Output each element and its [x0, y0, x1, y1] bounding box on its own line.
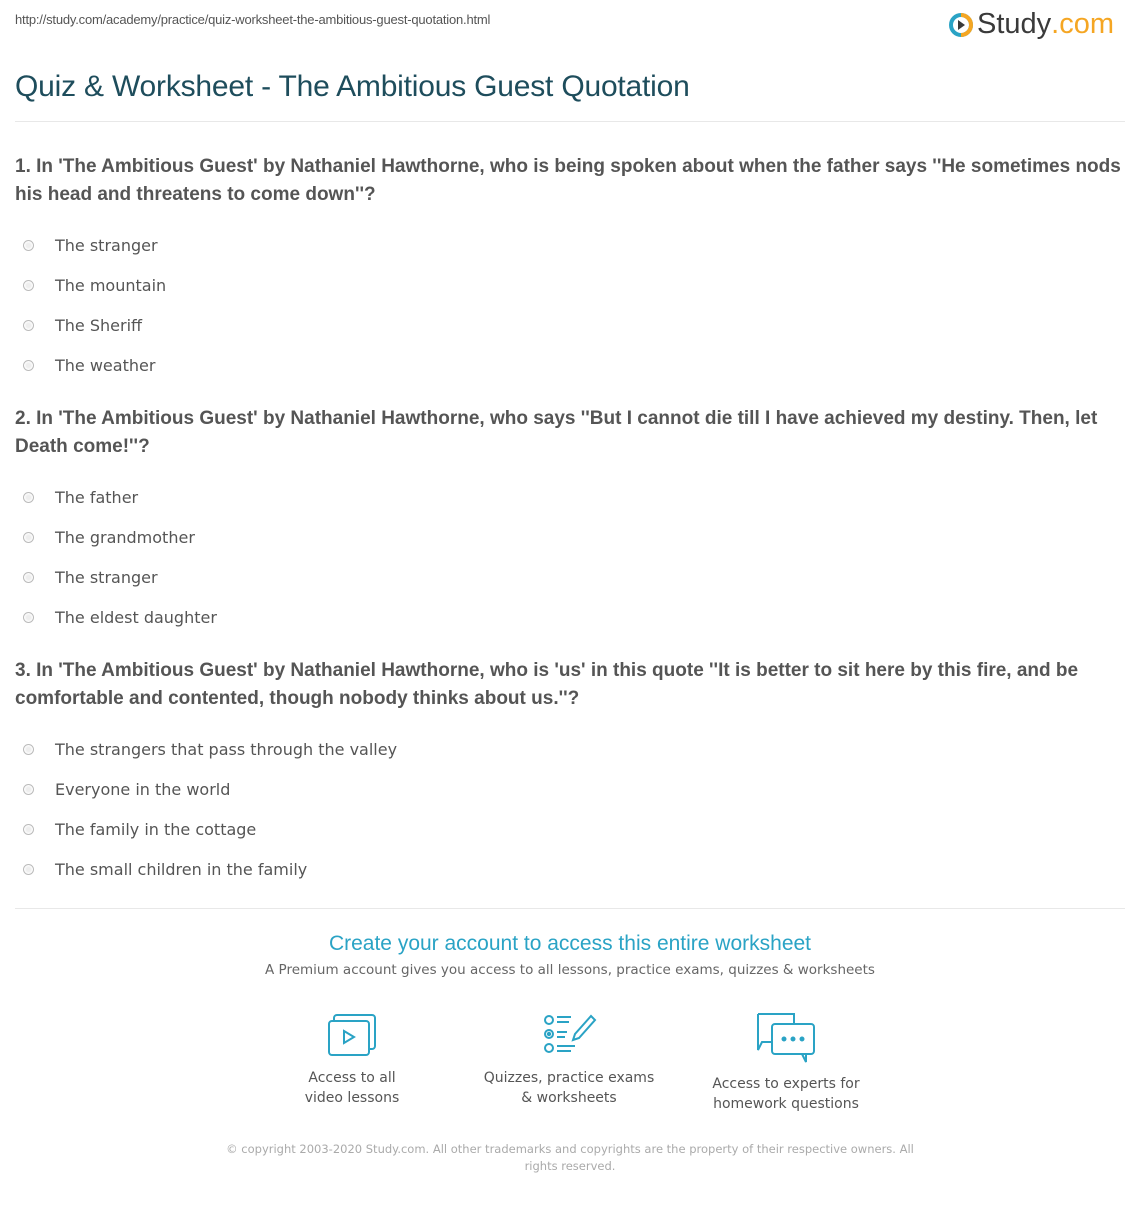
- radio-icon[interactable]: [23, 572, 34, 583]
- option-label: Everyone in the world: [55, 779, 231, 799]
- answer-option[interactable]: [15, 345, 1125, 385]
- radio-icon[interactable]: [23, 744, 34, 755]
- video-icon: [326, 1012, 378, 1058]
- quiz-icon: [541, 1012, 597, 1058]
- create-account-link[interactable]: Create your account to access this entire worksheet: [328, 932, 812, 955]
- question-text: 1. In 'The Ambitious Guest' by Nathaniel Hawthorne, who is being spoken about when the father says ''He sometimes nods his head and threatens to come down''?: [15, 156, 1121, 205]
- radio-icon[interactable]: [23, 240, 34, 251]
- feature-quizzes: [469, 1012, 669, 1108]
- feature-line1: Access to all: [308, 1070, 396, 1086]
- copyright: © copyright 2003-2020 Study.com. All other trademarks and copyrights are the property of their respective owners. All rights reserved.: [226, 1142, 914, 1173]
- feature-line1: Quizzes, practice exams: [483, 1070, 655, 1086]
- feature-line1: Access to experts for: [712, 1076, 860, 1092]
- logo-name: Study: [976, 8, 1052, 40]
- answer-option[interactable]: [15, 597, 1125, 637]
- radio-icon[interactable]: [23, 492, 34, 503]
- radio-icon[interactable]: [23, 320, 34, 331]
- divider: [15, 908, 1125, 909]
- feature-line2: video lessons: [304, 1090, 400, 1106]
- radio-icon[interactable]: [23, 784, 34, 795]
- answer-option[interactable]: [15, 769, 1125, 809]
- question-3: [15, 657, 1125, 895]
- question-text: 2. In 'The Ambitious Guest' by Nathaniel Hawthorne, who says ''But I cannot die till I have achieved my destiny. Then, let Death come!''?: [15, 408, 1098, 457]
- divider: [15, 121, 1125, 122]
- feature-experts: [686, 1012, 886, 1114]
- radio-icon[interactable]: [23, 612, 34, 623]
- play-logo-icon: [949, 13, 973, 37]
- answer-option[interactable]: [15, 265, 1125, 305]
- question-1: [15, 153, 1125, 391]
- answer-option[interactable]: [15, 477, 1125, 517]
- radio-icon[interactable]: [23, 864, 34, 875]
- logo-suffix: .com: [1051, 8, 1114, 40]
- option-label: The family in the cottage: [55, 819, 257, 839]
- feature-line2: homework questions: [713, 1096, 859, 1112]
- answer-option[interactable]: [15, 225, 1125, 265]
- option-label: The Sheriff: [55, 315, 143, 335]
- feature-line2: & worksheets: [521, 1090, 617, 1106]
- answer-option[interactable]: [15, 557, 1125, 597]
- answer-option[interactable]: [15, 849, 1125, 889]
- question-2: [15, 405, 1125, 643]
- radio-icon[interactable]: [23, 280, 34, 291]
- cta-subtitle: A Premium account gives you access to all lessons, practice exams, quizzes & worksheets: [265, 962, 875, 978]
- page-url: http://study.com/academy/practice/quiz-worksheet-the-ambitious-guest-quotation.html: [15, 12, 491, 27]
- option-label: The mountain: [55, 275, 167, 295]
- answer-option[interactable]: [15, 305, 1125, 345]
- option-label: The weather: [55, 355, 156, 375]
- radio-icon[interactable]: [23, 532, 34, 543]
- answer-option[interactable]: [15, 809, 1125, 849]
- study-logo[interactable]: [949, 8, 1114, 41]
- page-title: Quiz & Worksheet - The Ambitious Guest Quotation: [15, 70, 690, 103]
- question-text: 3. In 'The Ambitious Guest' by Nathaniel Hawthorne, who is 'us' in this quote ''It is better to sit here by this fire, and be comfortable and contented, though nobody thinks about us.''?: [15, 660, 1079, 709]
- option-label: The eldest daughter: [55, 607, 217, 627]
- option-label: The father: [55, 487, 139, 507]
- radio-icon[interactable]: [23, 824, 34, 835]
- option-label: The stranger: [55, 567, 158, 587]
- answer-option[interactable]: [15, 517, 1125, 557]
- option-label: The grandmother: [55, 527, 195, 547]
- option-label: The strangers that pass through the valley: [55, 739, 398, 759]
- option-label: The small children in the family: [55, 859, 308, 879]
- chat-icon: [754, 1012, 818, 1064]
- answer-option[interactable]: [15, 729, 1125, 769]
- feature-video: [252, 1012, 452, 1108]
- radio-icon[interactable]: [23, 360, 34, 371]
- option-label: The stranger: [55, 235, 158, 255]
